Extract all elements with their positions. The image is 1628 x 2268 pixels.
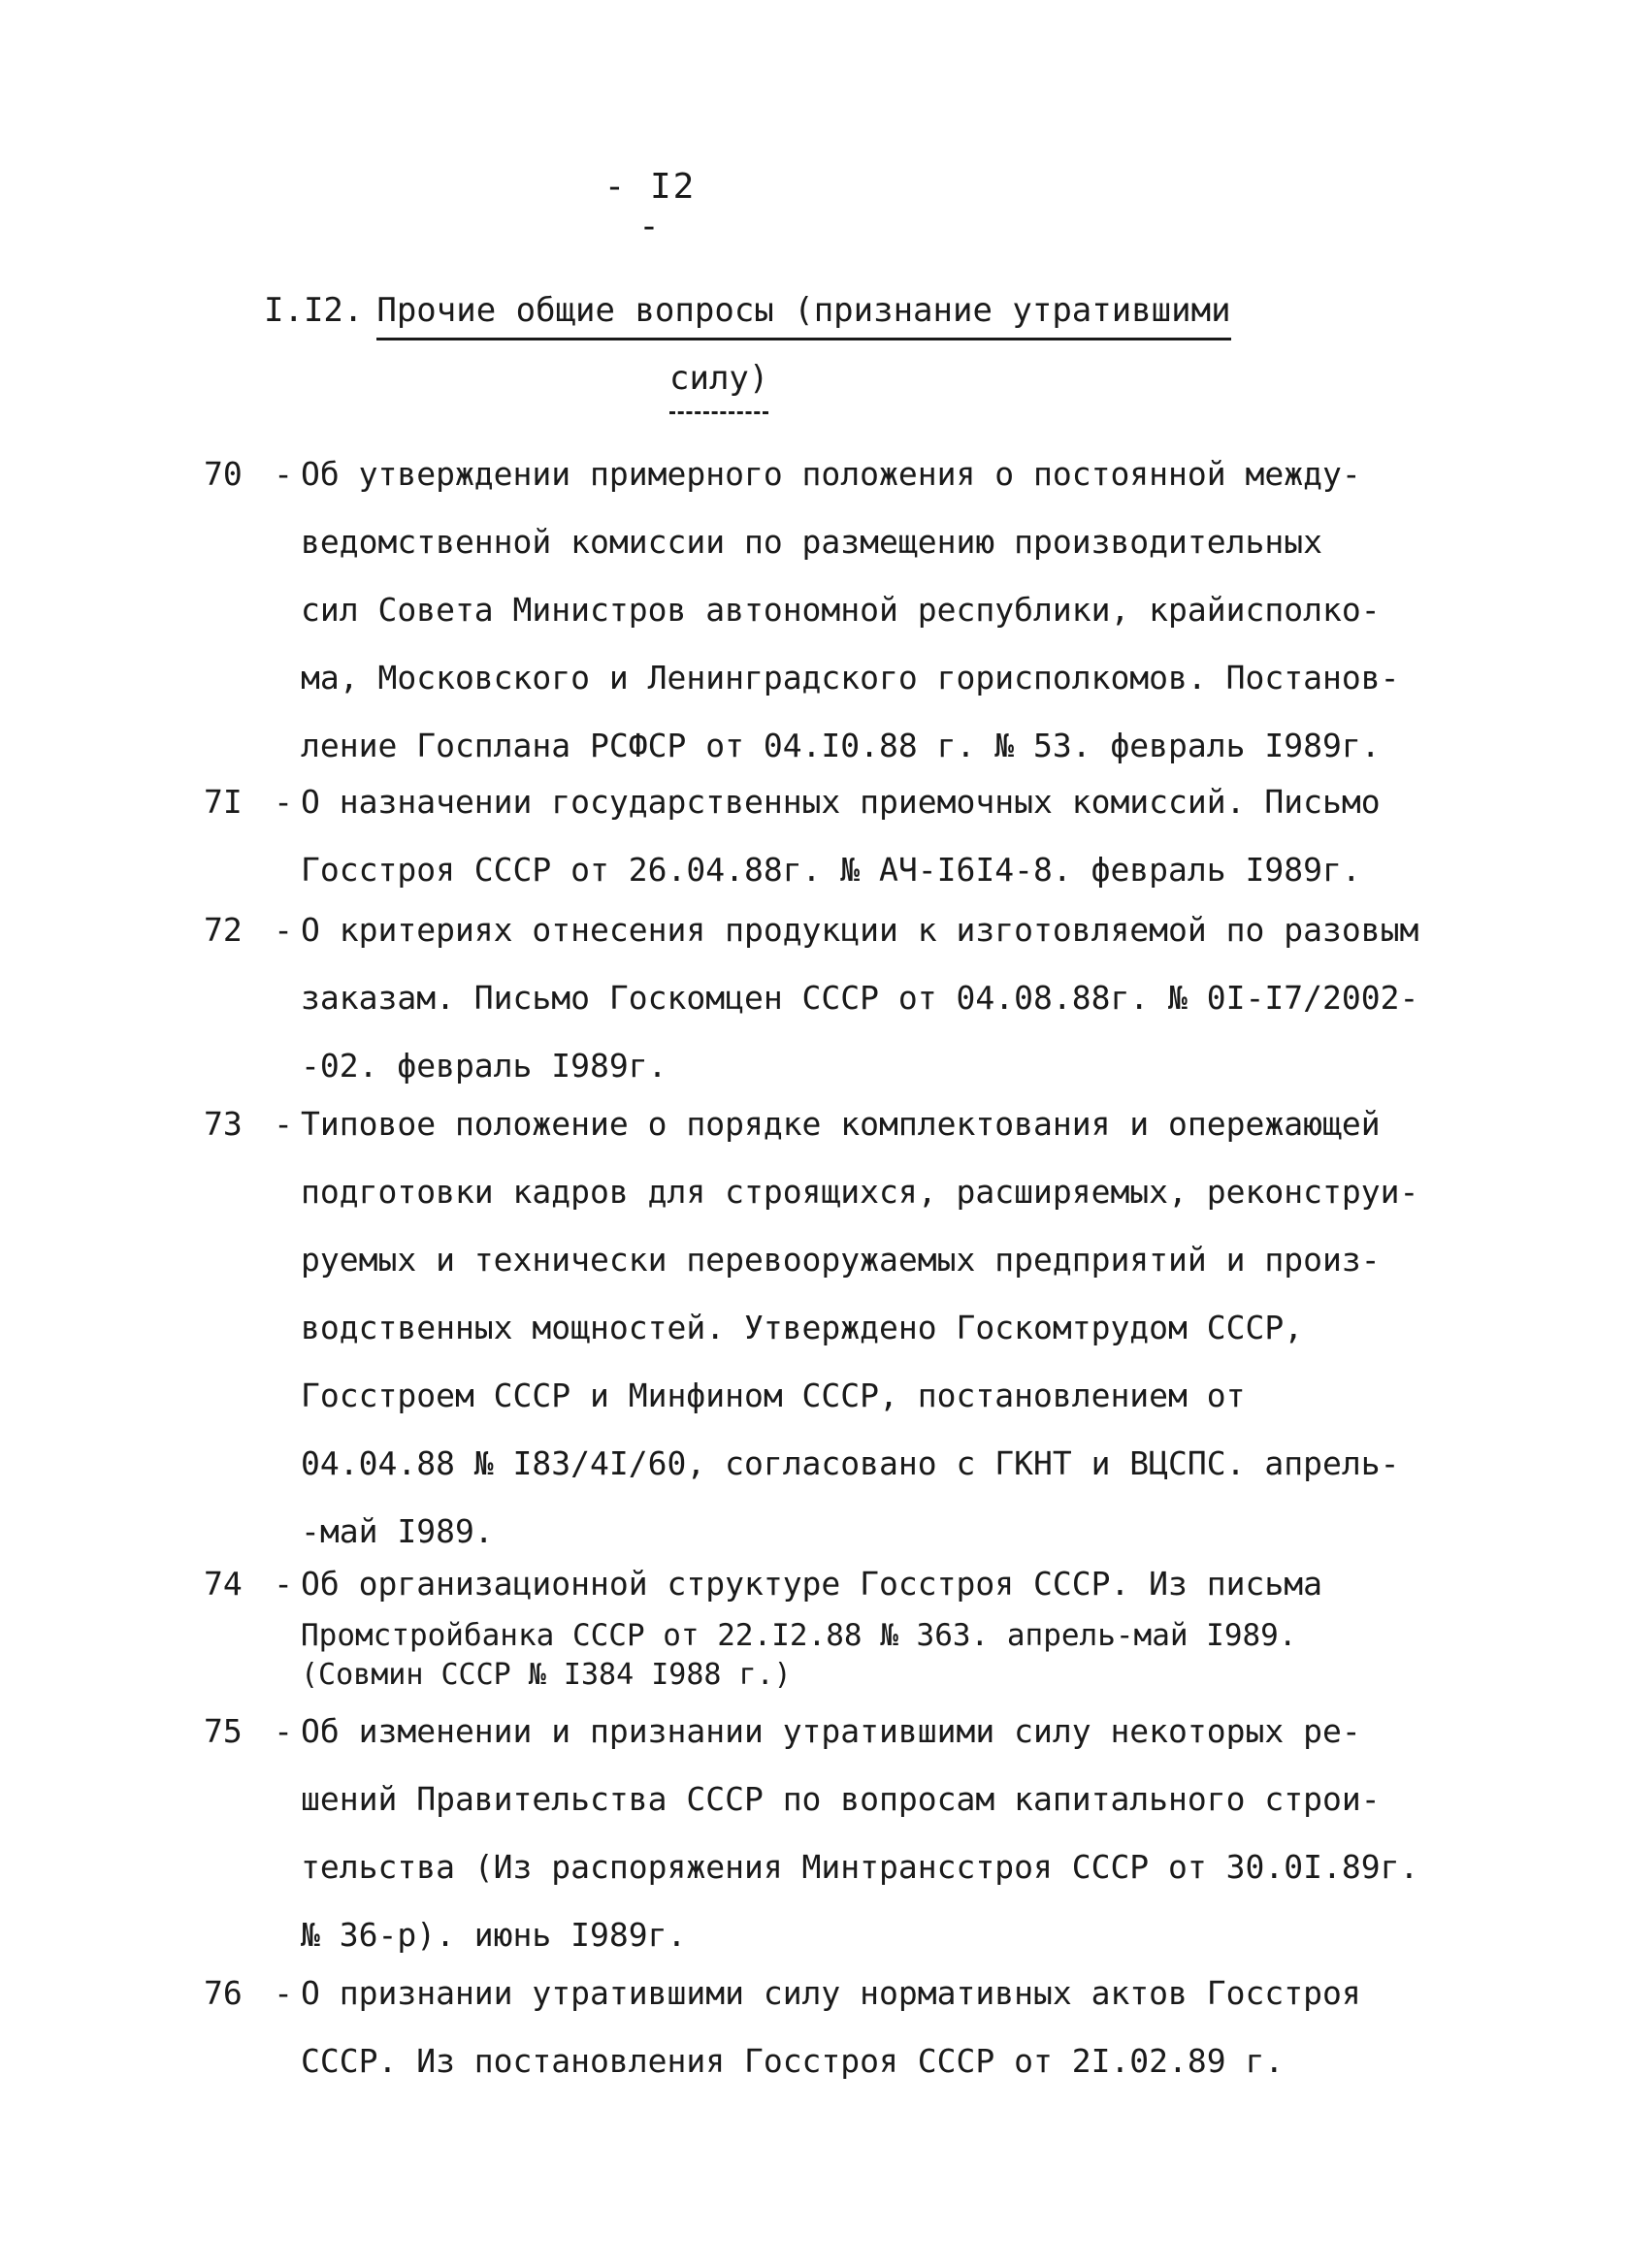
entry-text-line: ведомственной комиссии по размещению производительных: [301, 523, 1322, 561]
entry-text-line: руемых и технически перевооружаемых предприятий и произ-: [301, 1241, 1381, 1279]
page-number: - I2 -: [603, 167, 697, 246]
entry-number: 7I: [204, 783, 243, 821]
entry-text-line: подготовки кадров для строящихся, расширяемых, реконструи-: [301, 1173, 1419, 1211]
entry-number: 76: [204, 1974, 243, 2012]
entry-text-line: Типовое положение о порядке комплектования и опережающей: [301, 1105, 1381, 1143]
entry-dash: -: [274, 783, 293, 821]
list-item: [204, 896, 1426, 1100]
entry-text-line: шений Правительства СССР по вопросам капитального строи-: [301, 1780, 1381, 1818]
list-item: [204, 1090, 1426, 1566]
entry-number: 73: [204, 1105, 243, 1143]
section-heading: [264, 291, 1231, 330]
list-item: [204, 1550, 1426, 1700]
entry-text-line: Об утверждении примерного положения о постоянной между-: [301, 455, 1361, 493]
list-item: [204, 768, 1426, 904]
list-item: [204, 1698, 1426, 1969]
section-title-line1: Прочие общие вопросы (признание утратившими: [376, 291, 1230, 340]
entry-dash: -: [274, 1565, 293, 1603]
entry-text-line: Промстройбанка СССР от 22.I2.88 № 363. апрель-май I989.: [301, 1618, 1297, 1653]
entry-dash: -: [274, 455, 293, 493]
entry-dash: -: [274, 1712, 293, 1750]
entry-number: 74: [204, 1565, 243, 1603]
entry-text-line: Об изменении и признании утратившими силу некоторых ре-: [301, 1712, 1361, 1750]
entry-number: 75: [204, 1712, 243, 1750]
entry-note: (Совмин СССР № I384 I988 г.): [301, 1658, 792, 1692]
entry-text-line: О критериях отнесения продукции к изготовляемой по разовым: [301, 911, 1419, 949]
entry-text-line: ма, Московского и Ленинградского горисполкомов. Постанов-: [301, 659, 1400, 697]
entry-dash: -: [274, 911, 293, 949]
entry-number: 70: [204, 455, 243, 493]
section-number: I.I2.: [264, 291, 364, 330]
entry-text-line: Госстроя СССР от 26.04.88г. № АЧ-I6I4-8. февраль I989г.: [301, 851, 1361, 889]
entry-text-line: № 36-р). июнь I989г.: [301, 1916, 687, 1954]
entry-text-line: заказам. Письмо Госкомцен СССР от 04.08.88г. № 0I-I7/2002-: [301, 979, 1419, 1017]
entry-text-line: О назначении государственных приемочных комиссий. Письмо: [301, 783, 1381, 821]
entry-text-line: СССР. Из постановления Госстроя СССР от 2I.02.89 г.: [301, 2042, 1285, 2080]
entry-text-line: О признании утратившими силу нормативных актов Госстроя: [301, 1974, 1361, 2012]
entry-text-line: ление Госплана РСФСР от 04.I0.88 г. № 53. февраль I989г.: [301, 727, 1381, 764]
entry-text-line: водственных мощностей. Утверждено Госкомтрудом СССР,: [301, 1309, 1304, 1346]
entry-text-line: -май I989.: [301, 1512, 494, 1550]
entry-text-line: -02. февраль I989г.: [301, 1047, 667, 1085]
entry-text-line: Об организационной структуре Госстроя СССР. Из письма: [301, 1565, 1322, 1603]
entry-dash: -: [274, 1974, 293, 2012]
list-item: [204, 440, 1426, 780]
section-title-line2: силу): [669, 359, 768, 414]
section-heading-cont: [669, 359, 768, 398]
list-item: [204, 1960, 1426, 2095]
entry-dash: -: [274, 1105, 293, 1143]
entry-text-line: Госстроем СССР и Минфином СССР, постановлением от: [301, 1377, 1246, 1414]
entry-text-line: 04.04.88 № I83/4I/60, согласовано с ГКНТ и ВЦСПС. апрель-: [301, 1444, 1400, 1482]
entry-text-line: сил Совета Министров автономной республики, крайисполко-: [301, 591, 1381, 629]
entry-number: 72: [204, 911, 243, 949]
entry-text-line: тельства (Из распоряжения Минтрансстроя СССР от 30.0I.89г.: [301, 1848, 1419, 1886]
